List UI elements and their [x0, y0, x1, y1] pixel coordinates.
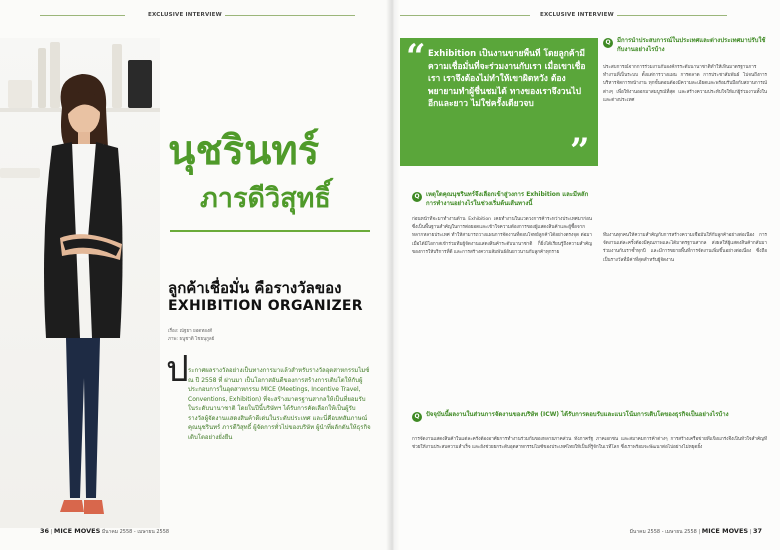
- pull-quote: [400, 37, 598, 171]
- section-tag-right: EXCLUSIVE INTERVIEW: [540, 12, 614, 18]
- question-3: ปัจจุบันนี้ผลงานในส่วนการจัดงานของบริษัท (ICW) ได้รับการตอบรับและแนวโน้มการเติบโตของธุรกิจเป็นอย่างไรบ้าง: [426, 411, 729, 418]
- question-1: เหตุใดคุณนุชรินทร์จึงเลือกเข้าสู่วงการ Exhibition และมีหลักการทำงานอย่างไรในช่วงเริ่มต้นเส้นทางนี้: [426, 191, 589, 207]
- portrait-photo: [0, 38, 160, 528]
- byline-photographer: ภาพ: ธนูชาติ ไชยนุกูลย์: [168, 337, 215, 342]
- question-2: มีการนำประสบการณ์ในประเทศและต่างประเทศมาปรับใช้กับงานอย่างไรบ้าง: [617, 37, 766, 53]
- question-icon: Q: [603, 38, 613, 48]
- header-rule-left: [400, 15, 530, 16]
- question-icon: Q: [412, 192, 422, 202]
- page-number: 37: [752, 527, 762, 535]
- answer-1: ก่อนหน้าที่จะมาทำงานด้าน Exhibition เคยทำงานในแวดวงการค้าระหว่างประเทศมาก่อน ซึ่งเป็นพื้นฐานสำคัญในการต่อยอดและเข้าใจความต้องการของผู้แสดงสินค้าและผู้ซื้อจากหลากหลายประเทศ ทำให้สามารถวางแผนการจัดงานที่ตอบโจทย์ลูกค้าได้อย่างตรงจุด ต่อมาเมื่อได้มีโอกาสเข้าร่วมทีมผู้จัดงานแสดงสินค้าระดับนานาชาติ ก็ยิ่งได้เรียนรู้ถึงความสำคัญของการให้บริการที่ดี และการสร้างความสัมพันธ์อันยาวนานกับลูกค้าทุกราย: [412, 217, 592, 255]
- section-tag-left: EXCLUSIVE INTERVIEW: [148, 12, 222, 18]
- issue-date: มีนาคม 2558 - เมษายน 2558: [629, 529, 697, 535]
- headline-thai: ลูกค้าเชื่อมั่น คือรางวัลของ: [168, 279, 342, 297]
- magazine-name: MICE MOVES: [53, 527, 101, 535]
- intro-paragraph: ระกาศผลรางวัลอย่างเป็นทางการมาแล้วสำหรับรางวัลอุตสาหกรรมไมซ์ ณ ปี 2558 ที่ ผ่านมา เป็นโอกาสอันดีของการสร้างการเติบโตให้กับผู้ประกอบการในอุตสาหกรรม MICE (Meetings, Incentive Travel, Conventions, Exhibition) ที่จะสร้างมาตรฐานสากลให้เป็นที่ยอมรับในระดับนานาชาติ โดยในปีนี้บริษัทฯ ได้รับการคัดเลือกให้เป็นผู้รับรางวัลผู้จัดงานแสดงสินค้าดีเด่นในระดับประเทศ และนี่คือบทสัมภาษณ์ คุณนุชรินทร์ ภารดีวิสุทธิ์ ผู้จัดการทั่วไปของบริษัท ผู้นำที่ผลักดันให้ธุรกิจเติบโตอย่างยั่งยืน: [188, 367, 371, 441]
- book-gutter: [386, 0, 400, 550]
- woman-figure: [0, 38, 160, 528]
- close-quote-mark: ”: [570, 131, 590, 171]
- answer-3: ทีมงานทุกคนให้ความสำคัญกับการสร้างความเชื่อมั่นให้กับลูกค้าอย่างต่อเนื่อง การจัดงานแต่ละครั้งต้องมีคุณภาพและได้มาตรฐานสากล ส่งผลให้ผู้แสดงสินค้ากลับมาร่วมงานกับเราซ้ำทุกปี และมีการขยายพื้นที่การจัดงานเพิ่มขึ้นอย่างต่อเนื่อง ซึ่งถือเป็นรางวัลที่มีค่าที่สุดสำหรับผู้จัดงาน: [603, 233, 767, 263]
- title-rule: [170, 230, 370, 232]
- interviewee-last-name: ภารดีวิสุทธิ์: [200, 183, 331, 214]
- interviewee-first-name: นุชรินทร์: [168, 127, 320, 174]
- folio-left: 36 | MICE MOVES มีนาคม 2558 - เมษายน 2558: [40, 527, 170, 535]
- magazine-name: MICE MOVES: [701, 527, 749, 535]
- folio-right: มีนาคม 2558 - เมษายน 2558 | MICE MOVES | 37: [629, 527, 762, 535]
- header-rule-right: [617, 15, 727, 16]
- drop-cap: ป: [166, 349, 189, 390]
- header-rule-left: [40, 15, 125, 16]
- open-quote-mark: “: [406, 37, 426, 77]
- issue-date: มีนาคม 2558 - เมษายน 2558: [101, 529, 170, 535]
- answer-4: การจัดงานแสดงสินค้าในแต่ละครั้งต้องอาศัยการทำงานร่วมกันของหลายภาคส่วน ทั้งภาครัฐ ภาคเอกชน และสมาคมการค้าต่างๆ การสร้างเครือข่ายที่แข็งแกร่งจึงเป็นหัวใจสำคัญที่ช่วยให้งานประสบความสำเร็จ และยังช่วยยกระดับอุตสาหกรรมไมซ์ของประเทศไทยให้เป็นที่รู้จักในเวทีโลก ซึ่งเราพร้อมจะพัฒนาต่อไปอย่างไม่หยุดยั้ง: [412, 437, 767, 451]
- headline-english: EXHIBITION ORGANIZER: [168, 298, 363, 314]
- answer-2: ประสบการณ์จากการร่วมงานกับองค์กรระดับนานาชาติทำให้เห็นมาตรฐานการทำงานที่เป็นระบบ ตั้งแต่การวางแผน การตลาด การประชาสัมพันธ์ ไปจนถึงการบริหารจัดการหน้างาน ทุกขั้นตอนต้องมีความละเอียดและพร้อมรับมือกับสถานการณ์ต่างๆ เพื่อให้งานออกมาสมบูรณ์ที่สุด และสร้างความประทับใจให้แก่ผู้ร่วมงานทั้งในและต่างประเทศ: [603, 65, 767, 103]
- question-icon: Q: [412, 412, 422, 422]
- byline-writer: เรื่อง: ณัฐยา ยอดทองดี: [168, 329, 213, 334]
- page-number: 36: [40, 527, 50, 535]
- header-rule-right: [225, 15, 355, 16]
- pull-quote-text: Exhibition เป็นงานขายพื้นที่ โดยลูกค้ามีความเชื่อมั่นที่จะร่วมงานกับเรา เมื่อเขาเชื่อเรา เราจึงต้องไม่ทำให้เขาผิดหวัง ต้องพยายามทำผู้ชื่นชมได้ ทางของเราจึงวนไปอีกและยาว ไม่ใช่ครั้งเดียวจบ: [428, 49, 586, 109]
